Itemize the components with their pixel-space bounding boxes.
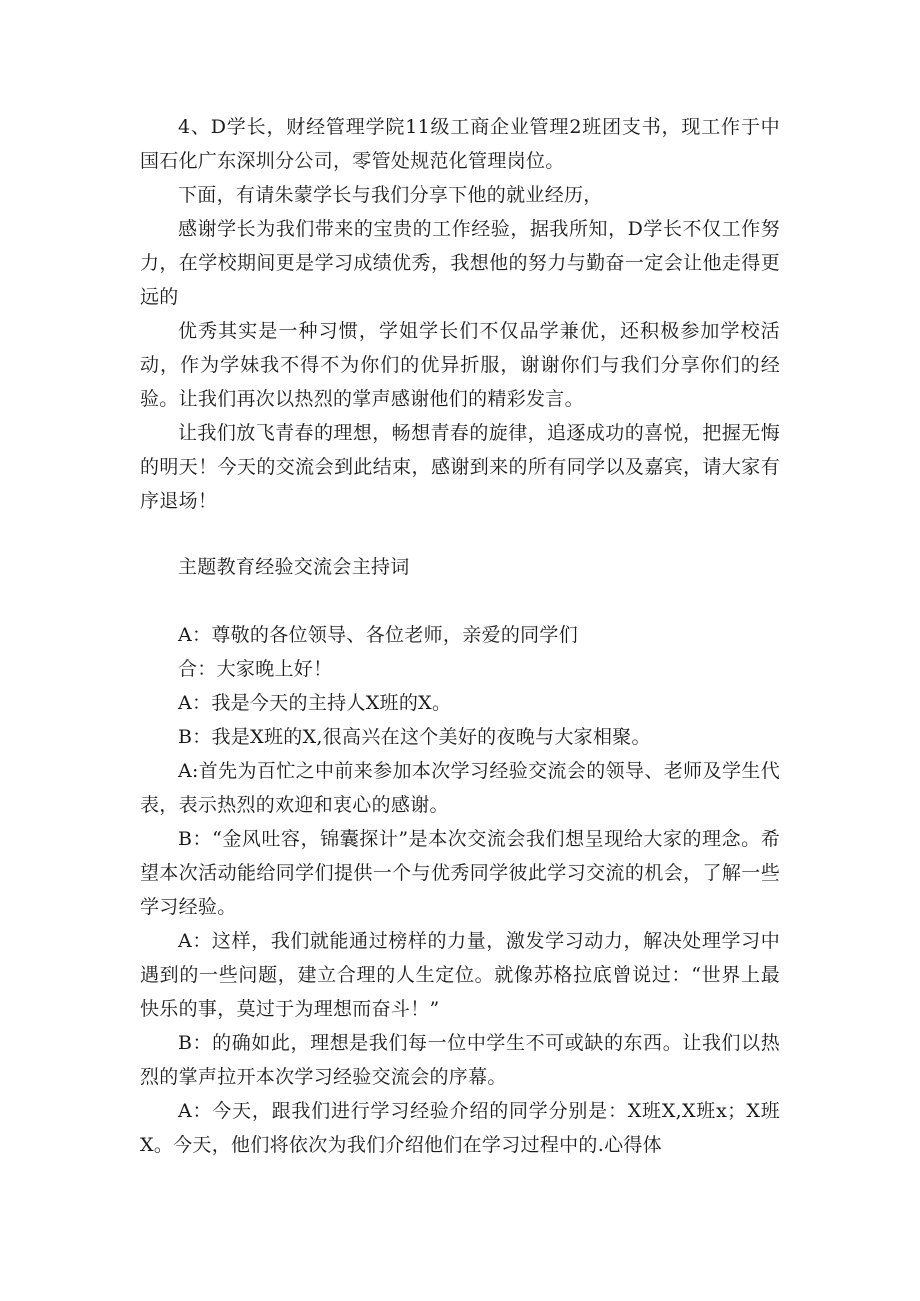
document-page [140,110,780,1162]
paragraph-invite-senior: 下面，有请朱蒙学长与我们分享下他的就业经历， [178,184,603,206]
dialog-line: B：的确如此，理想是我们每一位中学生不可或缺的东西。让我们以热烈的掌声拉开本次学习经验交流会的序幕。 [140,1032,780,1088]
dialog-line: B：我是X班的X,很高兴在这个美好的夜晚与大家相聚。 [178,726,651,748]
dialog-line: A：尊敬的各位领导、各位老师，亲爱的同学们 [178,624,579,646]
dialog-line: A:首先为百忙之中前来参加本次学习经验交流会的领导、老师及学生代表，表示热烈的欢迎和衷心的感谢。 [140,760,780,816]
paragraph-thanks-senior: 感谢学长为我们带来的宝贵的工作经验，据我所知，D学长不仅工作努力，在学校期间更是学习成绩优秀，我想他的努力与勤奋一定会让他走得更远的 [140,218,780,308]
section-title: 主题教育经验交流会主持词 [178,556,410,578]
paragraph-senior-d-intro: 4、D学长，财经管理学院11级工商企业管理2班团支书，现工作于中国石化广东深圳分公司，零管处规范化管理岗位。 [140,116,780,172]
paragraph-closing: 让我们放飞青春的理想，畅想青春的旋律，追逐成功的喜悦，把握无悔的明天！今天的交流会到此结束，感谢到来的所有同学以及嘉宾，请大家有序退场！ [140,422,780,512]
dialog-line: A：今天，跟我们进行学习经验介绍的同学分别是：X班X,X班x；X班X。今天，他们将依次为我们介绍他们在学习过程中的.心得体 [140,1100,780,1156]
dialog-line: A：这样，我们就能通过榜样的力量，激发学习动力，解决处理学习中遇到的一些问题，建立合理的人生定位。就像苏格拉底曾说过：“世界上最快乐的事，莫过于为理想而奋斗！” [140,930,780,1020]
paragraph-excellence-habit: 优秀其实是一种习惯，学姐学长们不仅品学兼优，还积极参加学校活动，作为学妹我不得不为你们的优异折服，谢谢你们与我们分享你们的经验。让我们再次以热烈的掌声感谢他们的精彩发言。 [140,320,780,410]
dialog-line: 合：大家晚上好！ [178,658,333,680]
dialog-line: A：我是今天的主持人X班的X。 [178,692,452,714]
dialog-line: B：“金风吐容，锦囊探计”是本次交流会我们想呈现给大家的理念。希望本次活动能给同学们提供一个与优秀同学彼此学习交流的机会，了解一些学习经验。 [140,828,780,918]
